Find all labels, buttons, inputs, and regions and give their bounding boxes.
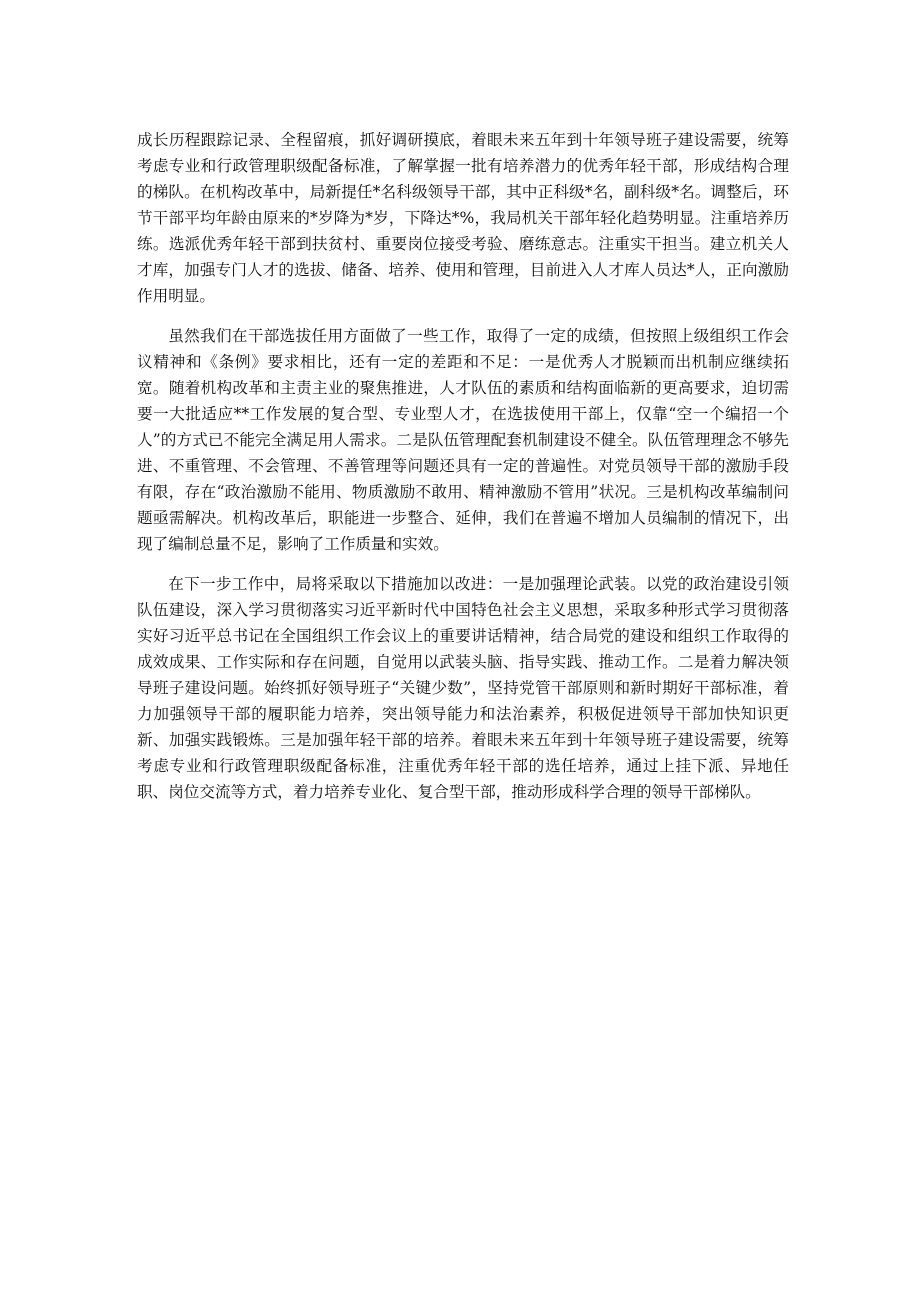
paragraph-improvement-measures: 在下一步工作中，局将采取以下措施加以改进：一是加强理论武装。以党的政治建设引领队伍建设，深入学习贯彻落实习近平新时代中国特色社会主义思想，采取多种形式学习贯彻落实好习近平总书记在全国组织工作会议上的重要讲话精神，结合局党的建设和组织工作取得的成效成果、工作实际和存在问题，自觉用以武装头脑、指导实践、推动工作。二是着力解决领导班子建设问题。始终抓好领导班子“关键少数”，坚持党管干部原则和新时期好干部标准，着力加强领导干部的履职能力培养，突出领导能力和法治素养，积极促进领导干部加快知识更新、加强实践锻炼。三是加强年轻干部的培养。着眼未来五年到十年领导班子建设需要，统筹考虑专业和行政管理职级配备标准，注重优秀年轻干部的选任培养，通过上挂下派、异地任职、岗位交流等方式，着力培养专业化、复合型干部，推动形成科学合理的领导干部梯队。 [137, 575, 789, 801]
document-page [137, 127, 789, 819]
paragraph-shortcomings: 虽然我们在干部选拔任用方面做了一些工作，取得了一定的成绩，但按照上级组织工作会议精神和《条例》要求相比，还有一定的差距和不足：一是优秀人才脱颖而出机制应继续拓宽。随着机构改革和主责主业的聚焦推进，人才队伍的素质和结构面临新的更高要求，迫切需要一大批适应**工作发展的复合型、专业型人才，在选拔使用干部上，仅靠“空一个编招一个人”的方式已不能完全满足用人需求。二是队伍管理配套机制建设不健全。队伍管理理念不够先进、不重管理、不会管理、不善管理等问题还具有一定的普遍性。对党员领导干部的激励手段有限，存在“政治激励不能用、物质激励不敢用、精神激励不管用”状况。三是机构改革编制问题亟需解决。机构改革后，职能进一步整合、延伸，我们在普遍不增加人员编制的情况下，出现了编制总量不足，影响了工作质量和实效。 [137, 327, 789, 553]
paragraph-talent-cultivation: 成长历程跟踪记录、全程留痕，抓好调研摸底，着眼未来五年到十年领导班子建设需要，统筹考虑专业和行政管理职级配备标准，了解掌握一批有培养潜力的优秀年轻干部，形成结构合理的梯队。在机构改革中，局新提任*名科级领导干部，其中正科级*名，副科级*名。调整后，环节干部平均年龄由原来的*岁降为*岁，下降达*%，我局机关干部年轻化趋势明显。注重培养历练。选派优秀年轻干部到扶贫村、重要岗位接受考验、磨练意志。注重实干担当。建立机关人才库，加强专门人才的选拔、储备、培养、使用和管理，目前进入人才库人员达*人，正向激励作用明显。 [137, 131, 789, 305]
